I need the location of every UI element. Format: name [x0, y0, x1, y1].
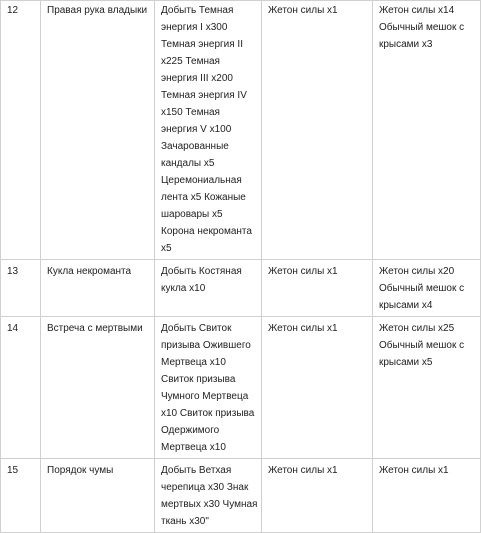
quest-number-cell	[1, 260, 41, 317]
quest-task-cell	[155, 260, 262, 317]
quest-task: Добыть Темная энергия I x300 Темная энергия II x225 Темная энергия III x200 Темная энергия IV x150 Темная энергия V x100 Зачарованные кандалы x5 Церемониальная лента x5 Кожаные шаровары x5 Корона некроманта x5	[161, 5, 252, 254]
quest-name-cell	[41, 1, 155, 260]
quest-bonus-reward-cell	[373, 459, 481, 533]
quest-bonus-reward-cell	[373, 260, 481, 317]
quest-number: 15	[7, 465, 19, 476]
quest-reward-cell	[262, 317, 373, 459]
quest-reward-cell	[262, 459, 373, 533]
quest-number-cell	[1, 317, 41, 459]
quest-bonus-reward-bag: Обычный мешок с крысами x5	[379, 340, 465, 368]
quest-task: Добыть Ветхая черепица x30 Знак мертвых x30 Чумная ткань x30"	[161, 465, 258, 527]
quest-name: Порядок чумы	[47, 465, 114, 476]
quest-bonus-reward-token: Жетон силы x1	[379, 465, 449, 476]
quest-reward-cell	[262, 260, 373, 317]
quest-bonus-reward-cell	[373, 1, 481, 260]
quest-number-cell	[1, 459, 41, 533]
quest-number-cell	[1, 1, 41, 260]
table-row	[1, 1, 481, 260]
quest-reward: Жетон силы x1	[268, 266, 338, 277]
quest-task-cell	[155, 459, 262, 533]
quest-task-cell	[155, 1, 262, 260]
quest-task: Добыть Костяная кукла x10	[161, 266, 242, 294]
table-row	[1, 260, 481, 317]
quest-name-cell	[41, 260, 155, 317]
quest-bonus-reward-cell	[373, 317, 481, 459]
quest-number: 14	[7, 323, 19, 334]
table-row	[1, 459, 481, 533]
table-row	[1, 317, 481, 459]
quest-reward-cell	[262, 1, 373, 260]
quest-number: 12	[7, 5, 19, 16]
quest-number: 13	[7, 266, 19, 277]
quest-bonus-reward-token: Жетон силы x20	[379, 266, 455, 277]
quest-reward: Жетон силы x1	[268, 5, 338, 16]
quest-name: Встреча с мертвыми	[47, 323, 143, 334]
quest-name-cell	[41, 459, 155, 533]
quest-bonus-reward-token: Жетон силы x25	[379, 323, 455, 334]
quest-reward: Жетон силы x1	[268, 323, 338, 334]
quest-name-cell	[41, 317, 155, 459]
quest-name: Кукла некроманта	[47, 266, 132, 277]
quest-bonus-reward-bag: Обычный мешок с крысами x4	[379, 283, 465, 311]
quest-name: Правая рука владыки	[47, 5, 148, 16]
quest-bonus-reward-bag: Обычный мешок с крысами x3	[379, 22, 465, 50]
quest-bonus-reward-token: Жетон силы x14	[379, 5, 455, 16]
quest-task-cell	[155, 317, 262, 459]
quest-task: Добыть Свиток призыва Ожившего Мертвеца x10 Свиток призыва Чумного Мертвеца x10 Свиток призыва Одержимого Мертвеца x10	[161, 323, 255, 453]
quest-reward: Жетон силы x1	[268, 465, 338, 476]
